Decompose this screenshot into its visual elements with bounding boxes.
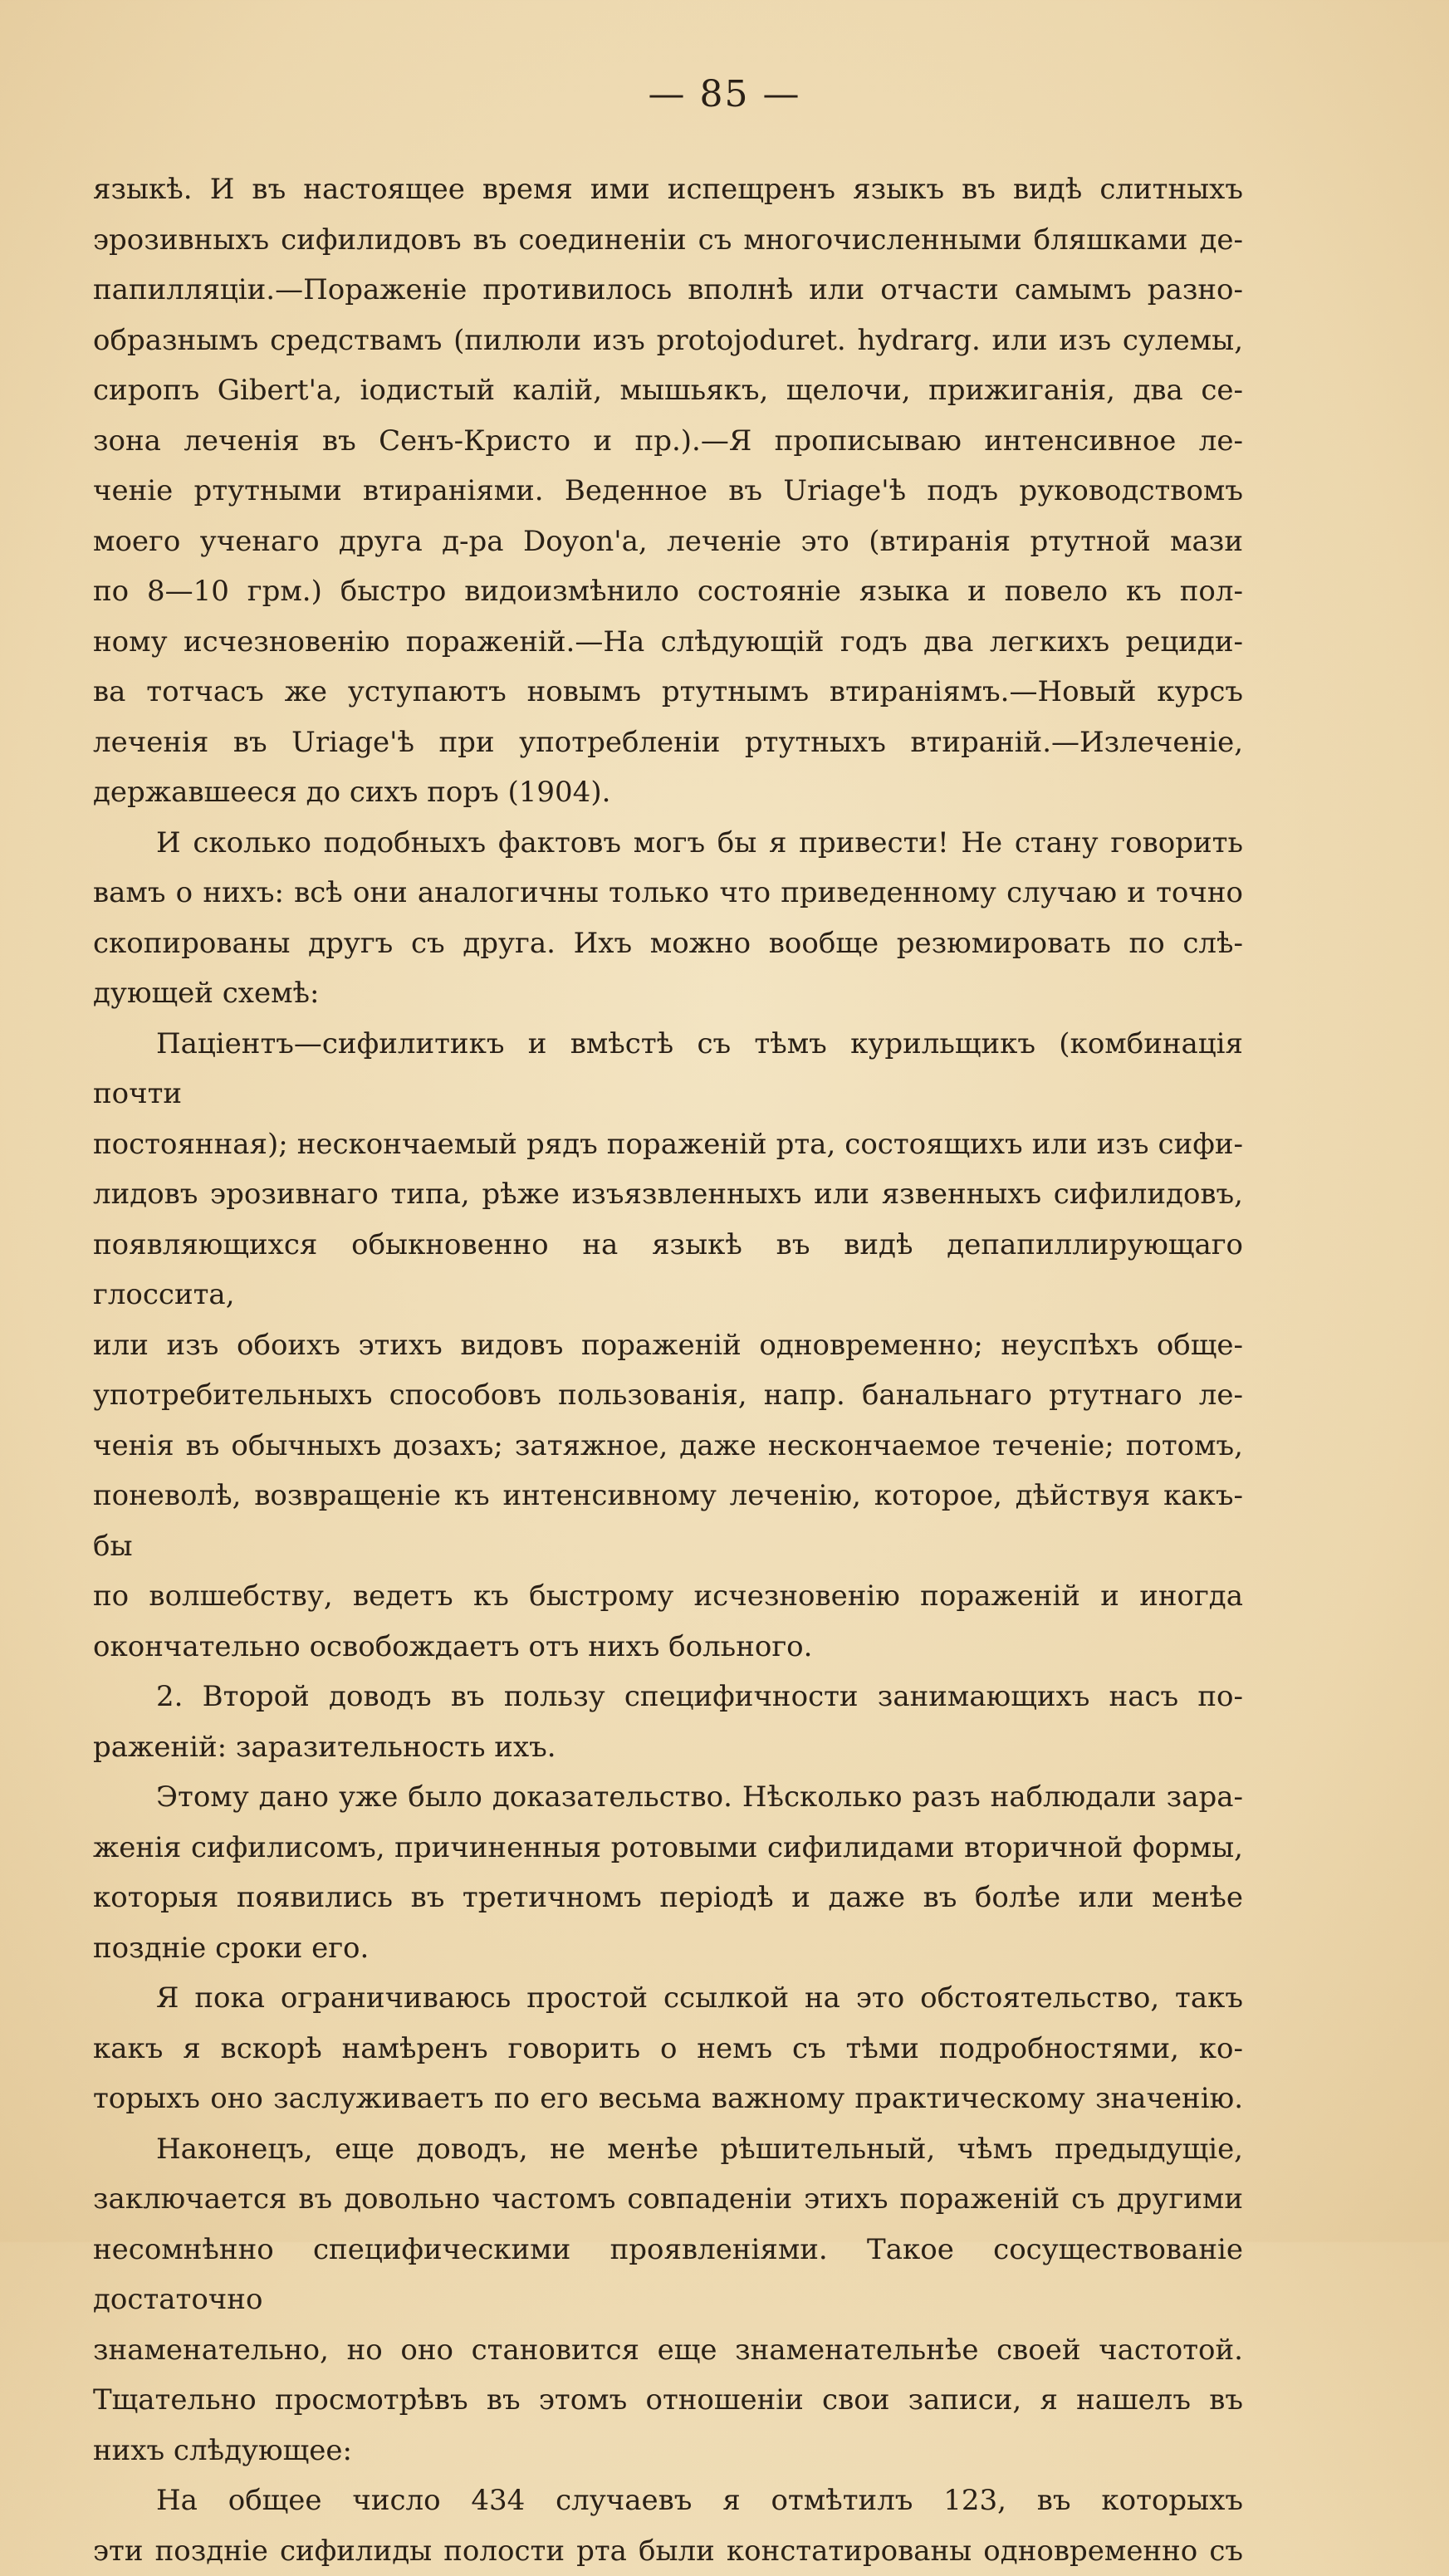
body-text — [93, 164, 1243, 2576]
text-line: эти поздніе сифилиды полости рта были констатированы одновременно съ — [93, 2526, 1243, 2576]
text-line: которыя появились въ третичномъ періодѣ и даже въ болѣе или менѣе — [93, 1873, 1243, 1923]
page-number: — 85 — — [0, 73, 1449, 115]
text-line: или изъ обоихъ этихъ видовъ пораженій одновременно; неуспѣхъ обще- — [93, 1320, 1243, 1371]
text-line: И сколько подобныхъ фактовъ могъ бы я привести! Не стану говорить — [93, 818, 1243, 869]
text-line: заключается въ довольно частомъ совпаденіи этихъ пораженій съ другими — [93, 2174, 1243, 2225]
text-line: Тщательно просмотрѣвъ въ этомъ отношеніи свои записи, я нашелъ въ — [93, 2375, 1243, 2426]
text-line: моего ученаго друга д-ра Doyon'а, леченіе это (втиранія ртутной мази — [93, 517, 1243, 567]
text-line: Наконецъ, еще доводъ, не менѣе рѣшительный, чѣмъ предыдущіе, — [93, 2124, 1243, 2175]
text-line: ченіе ртутными втираніями. Веденное въ Uriage'ѣ подъ руководствомъ — [93, 466, 1243, 517]
text-line: знаменательно, но оно становится еще знаменательнѣе своей частотой. — [93, 2325, 1243, 2376]
text-line: нихъ слѣдующее: — [93, 2426, 1243, 2476]
text-line: по 8—10 грм.) быстро видоизмѣнило состояніе языка и повело къ пол- — [93, 566, 1243, 617]
text-line: дующей схемѣ: — [93, 968, 1243, 1019]
text-line: несомнѣнно специфическими проявленіями. Такое сосуществованіе достаточно — [93, 2225, 1243, 2325]
text-line: 2. Второй доводъ въ пользу специфичности занимающихъ насъ по- — [93, 1672, 1243, 1722]
text-line: державшееся до сихъ поръ (1904). — [93, 767, 1243, 818]
text-line: постоянная); нескончаемый рядъ пораженій рта, состоящихъ или изъ сифи- — [93, 1119, 1243, 1170]
text-line: образнымъ средствамъ (пилюли изъ protojoduret. hydrarg. или изъ сулемы, — [93, 316, 1243, 366]
text-line: ва тотчасъ же уступаютъ новымъ ртутнымъ втираніямъ.—Новый курсъ — [93, 667, 1243, 717]
text-line: папилляціи.—Пораженіе противилось вполнѣ или отчасти самымъ разно- — [93, 265, 1243, 316]
text-line: леченія въ Uriage'ѣ при употребленіи ртутныхъ втираній.—Излеченіе, — [93, 717, 1243, 768]
text-line: вамъ о нихъ: всѣ они аналогичны только что приведенному случаю и точно — [93, 868, 1243, 918]
text-line: скопированы другъ съ друга. Ихъ можно вообще резюмировать по слѣ- — [93, 918, 1243, 969]
text-line: какъ я вскорѣ намѣренъ говорить о немъ съ тѣми подробностями, ко- — [93, 2024, 1243, 2074]
text-line: по волшебству, ведетъ къ быстрому исчезновенію пораженій и иногда — [93, 1571, 1243, 1622]
text-line: ному исчезновенію пораженій.—На слѣдующій годъ два легкихъ рециди- — [93, 617, 1243, 668]
text-line: языкѣ. И въ настоящее время ими испещренъ языкъ въ видѣ слитныхъ — [93, 164, 1243, 215]
text-line: Я пока ограничиваюсь простой ссылкой на это обстоятельство, такъ — [93, 1973, 1243, 2024]
text-line: появляющихся обыкновенно на языкѣ въ видѣ депапиллирующаго глоссита, — [93, 1220, 1243, 1320]
text-line: эрозивныхъ сифилидовъ въ соединеніи съ многочисленными бляшками де- — [93, 215, 1243, 266]
text-line: торыхъ оно заслуживаетъ по его весьма важному практическому значенію. — [93, 2074, 1243, 2124]
text-line: На общее число 434 случаевъ я отмѣтилъ 123, въ которыхъ — [93, 2476, 1243, 2526]
text-line: сиропъ Gibert'а, іодистый калій, мышьякъ, щелочи, прижиганія, два се- — [93, 365, 1243, 416]
text-line: раженій: заразительность ихъ. — [93, 1722, 1243, 1773]
text-line: поневолѣ, возвращеніе къ интенсивному леченію, которое, дѣйствуя какъ-бы — [93, 1471, 1243, 1571]
text-line: Паціентъ—сифилитикъ и вмѣстѣ съ тѣмъ курильщикъ (комбинація почти — [93, 1019, 1243, 1119]
text-line: женія сифилисомъ, причиненныя ротовыми сифилидами вторичной формы, — [93, 1823, 1243, 1873]
text-line: зона леченія въ Сенъ-Кристо и пр.).—Я прописываю интенсивное ле- — [93, 416, 1243, 467]
text-line: ченія въ обычныхъ дозахъ; затяжное, даже нескончаемое теченіе; потомъ, — [93, 1421, 1243, 1472]
text-line: окончательно освобождаетъ отъ нихъ больного. — [93, 1622, 1243, 1672]
text-line: поздніе сроки его. — [93, 1923, 1243, 1974]
text-line: лидовъ эрозивнаго типа, рѣже изъязвленныхъ или язвенныхъ сифилидовъ, — [93, 1169, 1243, 1220]
text-line: употребительныхъ способовъ пользованія, напр. банальнаго ртутнаго ле- — [93, 1370, 1243, 1421]
text-line: Этому дано уже было доказательство. Нѣсколько разъ наблюдали зара- — [93, 1772, 1243, 1823]
